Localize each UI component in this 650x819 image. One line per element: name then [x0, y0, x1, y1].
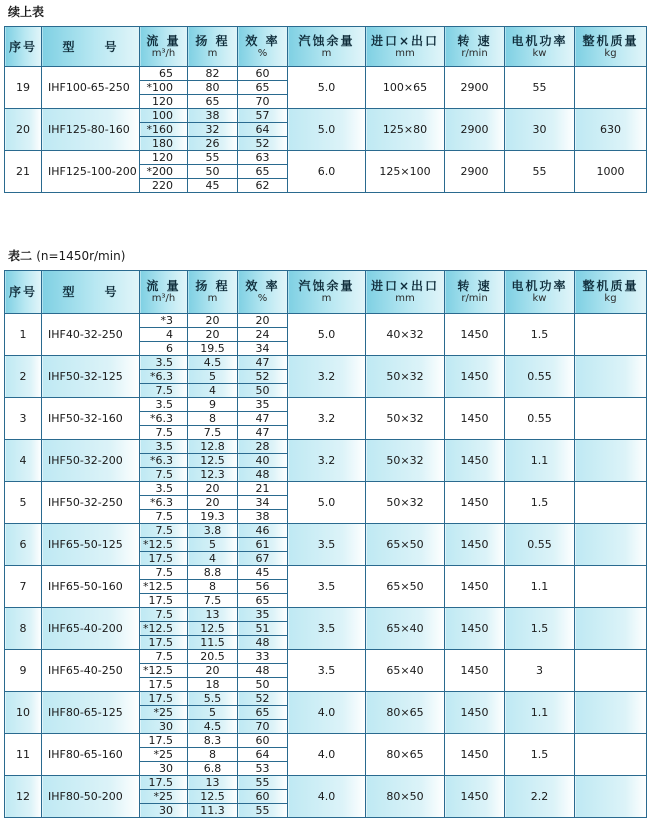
row-number: 4 [5, 440, 42, 482]
npsh-value: 4.0 [288, 692, 366, 734]
pump-spec-table-continued [4, 26, 647, 193]
efficiency-value: 40 [238, 454, 288, 468]
head-value: 32 [188, 123, 238, 137]
header-inlet-outlet: 进口×出口 mm [366, 27, 445, 67]
efficiency-value: 34 [238, 342, 288, 356]
motor-power-value: 30 [505, 109, 575, 151]
flow-value: *3 [140, 314, 188, 328]
head-value: 8 [188, 748, 238, 762]
flow-value: *12.5 [140, 664, 188, 678]
speed-value: 1450 [445, 356, 505, 398]
flow-value: 17.5 [140, 692, 188, 706]
efficiency-value: 57 [238, 109, 288, 123]
row-number: 10 [5, 692, 42, 734]
header-no: 序号 [5, 27, 42, 67]
efficiency-value: 52 [238, 370, 288, 384]
head-value: 20.5 [188, 650, 238, 664]
head-value: 11.3 [188, 804, 238, 818]
table-row [5, 692, 647, 706]
flow-value: 3.5 [140, 398, 188, 412]
model-name: IHF65-40-250 [42, 650, 140, 692]
head-value: 20 [188, 328, 238, 342]
header-flow: 流 量 m³/h [140, 27, 188, 67]
table-row [5, 67, 647, 81]
flow-value: 7.5 [140, 468, 188, 482]
npsh-value: 3.5 [288, 650, 366, 692]
flow-value: 7.5 [140, 510, 188, 524]
efficiency-value: 67 [238, 552, 288, 566]
speed-value: 1450 [445, 734, 505, 776]
header-flow: 流 量 m³/h [140, 271, 188, 314]
flow-value: 7.5 [140, 566, 188, 580]
row-number: 6 [5, 524, 42, 566]
header-speed: 转 速 r/min [445, 271, 505, 314]
npsh-value: 3.2 [288, 356, 366, 398]
table2-title-text: 表二 [8, 249, 33, 263]
head-value: 20 [188, 664, 238, 678]
efficiency-value: 28 [238, 440, 288, 454]
header-model: 型 号 [42, 27, 140, 67]
motor-power-value: 1.5 [505, 482, 575, 524]
mass-value [575, 67, 647, 109]
speed-value: 1450 [445, 776, 505, 818]
mass-value: 630 [575, 109, 647, 151]
mass-value [575, 608, 647, 650]
efficiency-value: 65 [238, 81, 288, 95]
head-value: 13 [188, 776, 238, 790]
speed-value: 1450 [445, 608, 505, 650]
model-name: IHF125-80-160 [42, 109, 140, 151]
efficiency-value: 53 [238, 762, 288, 776]
inlet-outlet-value: 50×32 [366, 482, 445, 524]
inlet-outlet-value: 80×50 [366, 776, 445, 818]
flow-value: 7.5 [140, 426, 188, 440]
head-value: 8 [188, 580, 238, 594]
motor-power-value: 0.55 [505, 398, 575, 440]
npsh-value: 3.2 [288, 440, 366, 482]
mass-value [575, 356, 647, 398]
flow-value: 4 [140, 328, 188, 342]
row-number: 2 [5, 356, 42, 398]
row-number: 8 [5, 608, 42, 650]
flow-value: 30 [140, 720, 188, 734]
npsh-value: 3.5 [288, 566, 366, 608]
speed-value: 1450 [445, 650, 505, 692]
head-value: 4.5 [188, 720, 238, 734]
flow-value: 100 [140, 109, 188, 123]
table-row [5, 734, 647, 748]
header-mass: 整机质量 kg [575, 271, 647, 314]
efficiency-value: 51 [238, 622, 288, 636]
efficiency-value: 20 [238, 314, 288, 328]
speed-value: 2900 [445, 67, 505, 109]
table-row [5, 482, 647, 496]
table-row [5, 776, 647, 790]
inlet-outlet-value: 100×65 [366, 67, 445, 109]
inlet-outlet-value: 40×32 [366, 314, 445, 356]
model-name: IHF50-32-125 [42, 356, 140, 398]
table-row [5, 608, 647, 622]
header-model: 型 号 [42, 271, 140, 314]
efficiency-value: 52 [238, 137, 288, 151]
mass-value [575, 566, 647, 608]
row-number: 19 [5, 67, 42, 109]
header-mass: 整机质量 kg [575, 27, 647, 67]
row-number: 11 [5, 734, 42, 776]
table-row [5, 314, 647, 328]
table-row [5, 109, 647, 123]
flow-value: 120 [140, 95, 188, 109]
model-name: IHF50-32-250 [42, 482, 140, 524]
motor-power-value: 1.1 [505, 440, 575, 482]
model-name: IHF80-50-200 [42, 776, 140, 818]
head-value: 12.5 [188, 790, 238, 804]
header-motor-power: 电机功率 kw [505, 271, 575, 314]
efficiency-value: 34 [238, 496, 288, 510]
row-number: 5 [5, 482, 42, 524]
flow-value: *25 [140, 706, 188, 720]
speed-value: 1450 [445, 398, 505, 440]
inlet-outlet-value: 80×65 [366, 734, 445, 776]
efficiency-value: 50 [238, 384, 288, 398]
row-number: 21 [5, 151, 42, 193]
mass-value [575, 524, 647, 566]
flow-value: 30 [140, 804, 188, 818]
motor-power-value: 1.5 [505, 608, 575, 650]
head-value: 13 [188, 608, 238, 622]
head-value: 82 [188, 67, 238, 81]
speed-value: 1450 [445, 482, 505, 524]
efficiency-value: 70 [238, 95, 288, 109]
table-row [5, 524, 647, 538]
flow-value: *6.3 [140, 370, 188, 384]
flow-value: 17.5 [140, 552, 188, 566]
header-head: 扬 程 m [188, 27, 238, 67]
mass-value [575, 314, 647, 356]
head-value: 6.8 [188, 762, 238, 776]
row-number: 1 [5, 314, 42, 356]
efficiency-value: 47 [238, 426, 288, 440]
row-number: 3 [5, 398, 42, 440]
head-value: 80 [188, 81, 238, 95]
motor-power-value: 3 [505, 650, 575, 692]
motor-power-value: 55 [505, 67, 575, 109]
motor-power-value: 2.2 [505, 776, 575, 818]
flow-value: 30 [140, 762, 188, 776]
npsh-value: 6.0 [288, 151, 366, 193]
efficiency-value: 65 [238, 594, 288, 608]
flow-value: 7.5 [140, 608, 188, 622]
table-row [5, 650, 647, 664]
head-value: 7.5 [188, 594, 238, 608]
head-value: 12.8 [188, 440, 238, 454]
header-npsh: 汽蚀余量 m [288, 27, 366, 67]
table1-title: 续上表 [8, 5, 45, 19]
efficiency-value: 61 [238, 538, 288, 552]
row-number: 20 [5, 109, 42, 151]
model-name: IHF80-65-125 [42, 692, 140, 734]
table-row [5, 151, 647, 165]
flow-value: *6.3 [140, 412, 188, 426]
flow-value: 3.5 [140, 356, 188, 370]
efficiency-value: 64 [238, 123, 288, 137]
motor-power-value: 1.1 [505, 566, 575, 608]
flow-value: *25 [140, 748, 188, 762]
head-value: 19.5 [188, 342, 238, 356]
inlet-outlet-value: 65×40 [366, 650, 445, 692]
flow-value: 7.5 [140, 384, 188, 398]
flow-value: *25 [140, 790, 188, 804]
efficiency-value: 45 [238, 566, 288, 580]
mass-value [575, 650, 647, 692]
speed-value: 1450 [445, 440, 505, 482]
efficiency-value: 35 [238, 608, 288, 622]
efficiency-value: 56 [238, 580, 288, 594]
flow-value: 7.5 [140, 650, 188, 664]
flow-value: 6 [140, 342, 188, 356]
flow-value: 17.5 [140, 594, 188, 608]
efficiency-value: 46 [238, 524, 288, 538]
table-row [5, 440, 647, 454]
flow-value: 17.5 [140, 734, 188, 748]
speed-value: 1450 [445, 692, 505, 734]
flow-value: 180 [140, 137, 188, 151]
efficiency-value: 55 [238, 776, 288, 790]
speed-value: 1450 [445, 524, 505, 566]
head-value: 55 [188, 151, 238, 165]
head-value: 9 [188, 398, 238, 412]
inlet-outlet-value: 125×100 [366, 151, 445, 193]
head-value: 18 [188, 678, 238, 692]
head-value: 50 [188, 165, 238, 179]
inlet-outlet-value: 65×40 [366, 608, 445, 650]
efficiency-value: 33 [238, 650, 288, 664]
model-name: IHF100-65-250 [42, 67, 140, 109]
head-value: 11.5 [188, 636, 238, 650]
mass-value [575, 482, 647, 524]
header-efficiency: 效 率 % [238, 27, 288, 67]
speed-value: 2900 [445, 151, 505, 193]
flow-value: *6.3 [140, 496, 188, 510]
efficiency-value: 60 [238, 67, 288, 81]
inlet-outlet-value: 65×50 [366, 524, 445, 566]
head-value: 8.8 [188, 566, 238, 580]
efficiency-value: 55 [238, 804, 288, 818]
flow-value: 120 [140, 151, 188, 165]
flow-value: *12.5 [140, 580, 188, 594]
mass-value [575, 398, 647, 440]
inlet-outlet-value: 65×50 [366, 566, 445, 608]
head-value: 4 [188, 384, 238, 398]
model-name: IHF50-32-200 [42, 440, 140, 482]
flow-value: 3.5 [140, 440, 188, 454]
mass-value [575, 692, 647, 734]
table-row [5, 398, 647, 412]
motor-power-value: 0.55 [505, 524, 575, 566]
mass-value [575, 776, 647, 818]
efficiency-value: 48 [238, 664, 288, 678]
table2-subtitle: (n=1450r/min) [36, 249, 126, 263]
head-value: 65 [188, 95, 238, 109]
head-value: 4 [188, 552, 238, 566]
inlet-outlet-value: 125×80 [366, 109, 445, 151]
npsh-value: 5.0 [288, 482, 366, 524]
inlet-outlet-value: 80×65 [366, 692, 445, 734]
pump-spec-table-2 [4, 270, 647, 818]
header-speed: 转 速 r/min [445, 27, 505, 67]
head-value: 7.5 [188, 426, 238, 440]
efficiency-value: 50 [238, 678, 288, 692]
mass-value: 1000 [575, 151, 647, 193]
head-value: 4.5 [188, 356, 238, 370]
motor-power-value: 0.55 [505, 356, 575, 398]
flow-value: *12.5 [140, 622, 188, 636]
npsh-value: 4.0 [288, 776, 366, 818]
efficiency-value: 65 [238, 706, 288, 720]
flow-value: 17.5 [140, 636, 188, 650]
efficiency-value: 48 [238, 636, 288, 650]
flow-value: 7.5 [140, 524, 188, 538]
model-name: IHF125-100-200 [42, 151, 140, 193]
efficiency-value: 38 [238, 510, 288, 524]
header-no: 序号 [5, 271, 42, 314]
row-number: 12 [5, 776, 42, 818]
npsh-value: 5.0 [288, 109, 366, 151]
head-value: 38 [188, 109, 238, 123]
efficiency-value: 62 [238, 179, 288, 193]
mass-value [575, 734, 647, 776]
head-value: 12.5 [188, 622, 238, 636]
flow-value: 17.5 [140, 678, 188, 692]
efficiency-value: 21 [238, 482, 288, 496]
flow-value: *100 [140, 81, 188, 95]
npsh-value: 3.5 [288, 608, 366, 650]
row-number: 9 [5, 650, 42, 692]
flow-value: *200 [140, 165, 188, 179]
head-value: 12.3 [188, 468, 238, 482]
efficiency-value: 47 [238, 412, 288, 426]
motor-power-value: 1.5 [505, 734, 575, 776]
head-value: 8 [188, 412, 238, 426]
efficiency-value: 35 [238, 398, 288, 412]
speed-value: 1450 [445, 314, 505, 356]
header-npsh: 汽蚀余量 m [288, 271, 366, 314]
model-name: IHF65-40-200 [42, 608, 140, 650]
head-value: 20 [188, 482, 238, 496]
speed-value: 2900 [445, 109, 505, 151]
efficiency-value: 52 [238, 692, 288, 706]
model-name: IHF50-32-160 [42, 398, 140, 440]
head-value: 5 [188, 538, 238, 552]
head-value: 20 [188, 496, 238, 510]
flow-value: 65 [140, 67, 188, 81]
head-value: 3.8 [188, 524, 238, 538]
table2-title [8, 247, 125, 264]
mass-value [575, 440, 647, 482]
flow-value: *160 [140, 123, 188, 137]
head-value: 12.5 [188, 454, 238, 468]
inlet-outlet-value: 50×32 [366, 398, 445, 440]
efficiency-value: 64 [238, 748, 288, 762]
flow-value: *6.3 [140, 454, 188, 468]
inlet-outlet-value: 50×32 [366, 356, 445, 398]
npsh-value: 4.0 [288, 734, 366, 776]
head-value: 8.3 [188, 734, 238, 748]
efficiency-value: 65 [238, 165, 288, 179]
head-value: 5 [188, 370, 238, 384]
model-name: IHF80-65-160 [42, 734, 140, 776]
head-value: 45 [188, 179, 238, 193]
model-name: IHF65-50-125 [42, 524, 140, 566]
header-motor-power: 电机功率 kw [505, 27, 575, 67]
efficiency-value: 24 [238, 328, 288, 342]
motor-power-value: 55 [505, 151, 575, 193]
head-value: 26 [188, 137, 238, 151]
flow-value: 3.5 [140, 482, 188, 496]
motor-power-value: 1.5 [505, 314, 575, 356]
head-value: 5 [188, 706, 238, 720]
flow-value: *12.5 [140, 538, 188, 552]
head-value: 19.3 [188, 510, 238, 524]
model-name: IHF65-50-160 [42, 566, 140, 608]
flow-value: 220 [140, 179, 188, 193]
npsh-value: 5.0 [288, 314, 366, 356]
header-inlet-outlet: 进口×出口 mm [366, 271, 445, 314]
efficiency-value: 47 [238, 356, 288, 370]
flow-value: 17.5 [140, 776, 188, 790]
header-efficiency: 效 率 % [238, 271, 288, 314]
head-value: 5.5 [188, 692, 238, 706]
efficiency-value: 63 [238, 151, 288, 165]
table-row [5, 566, 647, 580]
model-name: IHF40-32-250 [42, 314, 140, 356]
speed-value: 1450 [445, 566, 505, 608]
npsh-value: 3.2 [288, 398, 366, 440]
motor-power-value: 1.1 [505, 692, 575, 734]
efficiency-value: 70 [238, 720, 288, 734]
head-value: 20 [188, 314, 238, 328]
header-head: 扬 程 m [188, 271, 238, 314]
efficiency-value: 48 [238, 468, 288, 482]
efficiency-value: 60 [238, 790, 288, 804]
efficiency-value: 60 [238, 734, 288, 748]
row-number: 7 [5, 566, 42, 608]
table-row [5, 356, 647, 370]
inlet-outlet-value: 50×32 [366, 440, 445, 482]
npsh-value: 5.0 [288, 67, 366, 109]
npsh-value: 3.5 [288, 524, 366, 566]
